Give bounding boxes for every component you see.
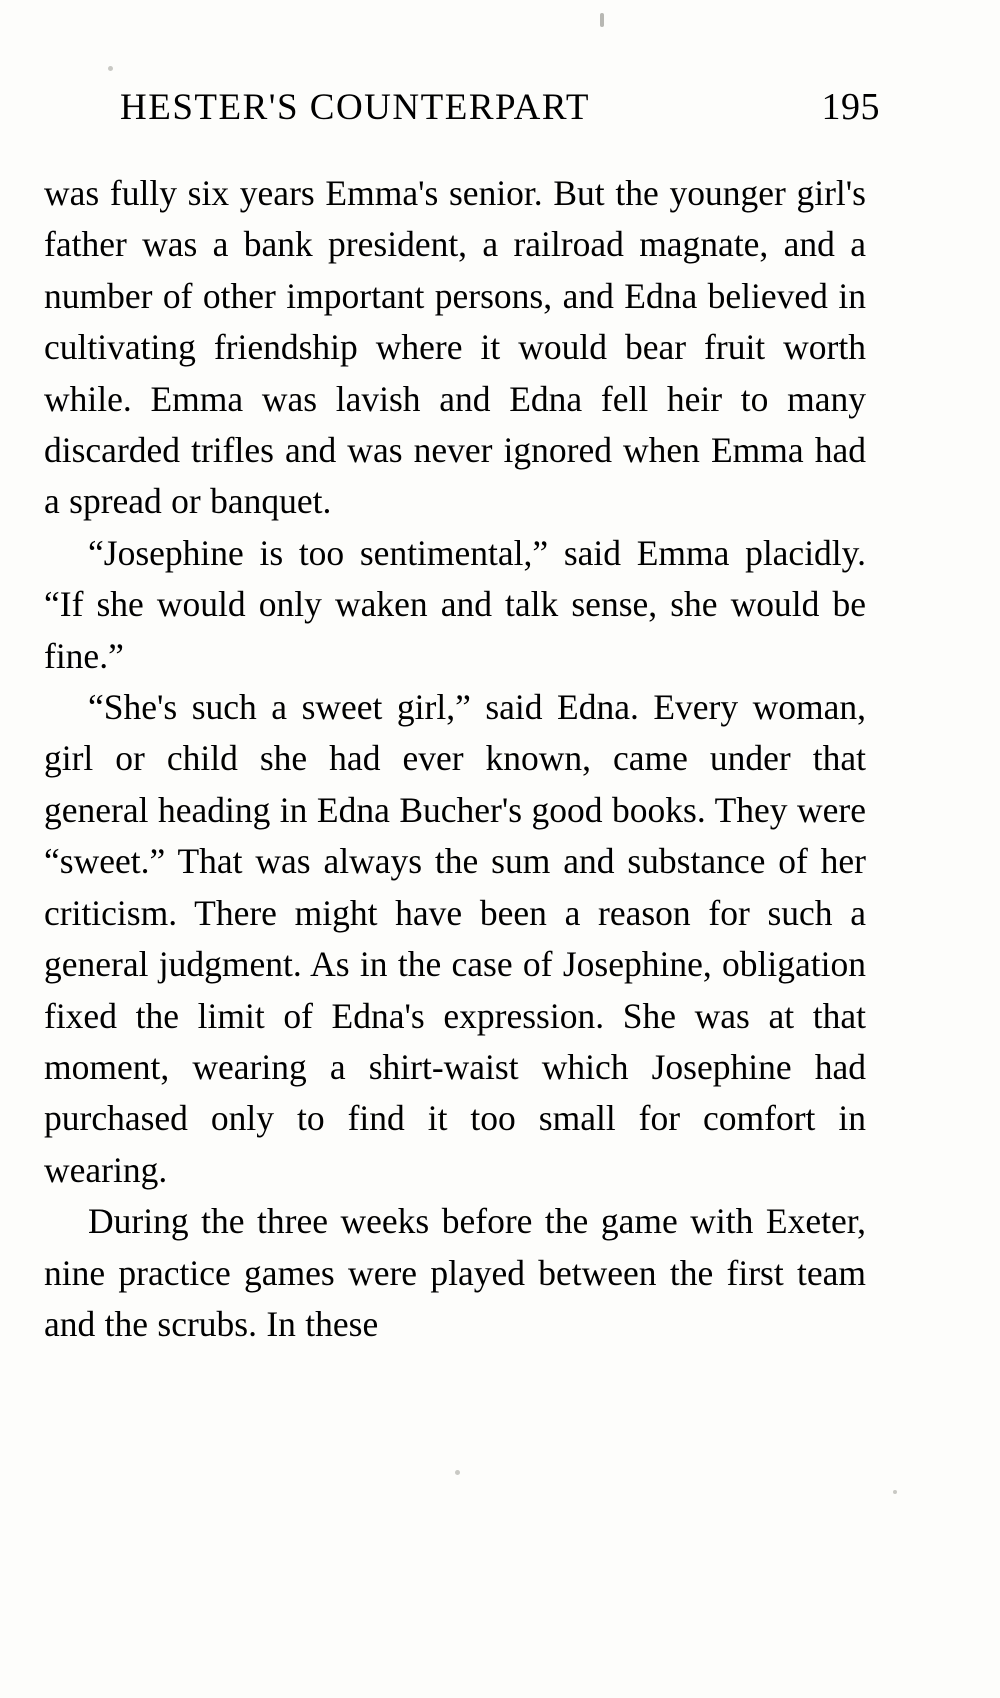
page-speck <box>893 1490 897 1494</box>
page-speck <box>600 13 604 27</box>
page-header <box>120 85 880 129</box>
paragraph: During the three weeks before the game with Exeter, nine practice games were played between the first team and the scrubs. In these <box>44 1201 866 1344</box>
page-body <box>44 168 866 1350</box>
paragraph: was fully six years Emma's senior. But the younger girl's father was a bank president, a railroad magnate, and a number of other important persons, and Edna believed in cultivating friendship where it would bear fruit worth while. Emma was lavish and Edna fell heir to many discarded trifles and was never ignored when Emma had a spread or banquet. <box>44 173 866 522</box>
running-title: HESTER'S COUNTERPART <box>120 87 590 128</box>
page-speck <box>108 66 113 71</box>
page-speck <box>455 1470 460 1475</box>
paragraph: “Josephine is too sentimental,” said Emma placidly. “If she would only waken and talk sense, she would be fine.” <box>44 532 866 676</box>
paragraph: “She's such a sweet girl,” said Edna. Every woman, girl or child she had ever known, came under that general heading in Edna Bucher's good books. They were “sweet.” That was always the sum and substance of her criticism. There might have been a reason for such a general judgment. As in the case of Josephine, obligation fixed the limit of Edna's expression. She was at that moment, wearing a shirt-waist which Josephine had purchased only to find it too small for comfort in wearing. <box>44 687 866 1190</box>
page-number: 195 <box>821 86 880 128</box>
